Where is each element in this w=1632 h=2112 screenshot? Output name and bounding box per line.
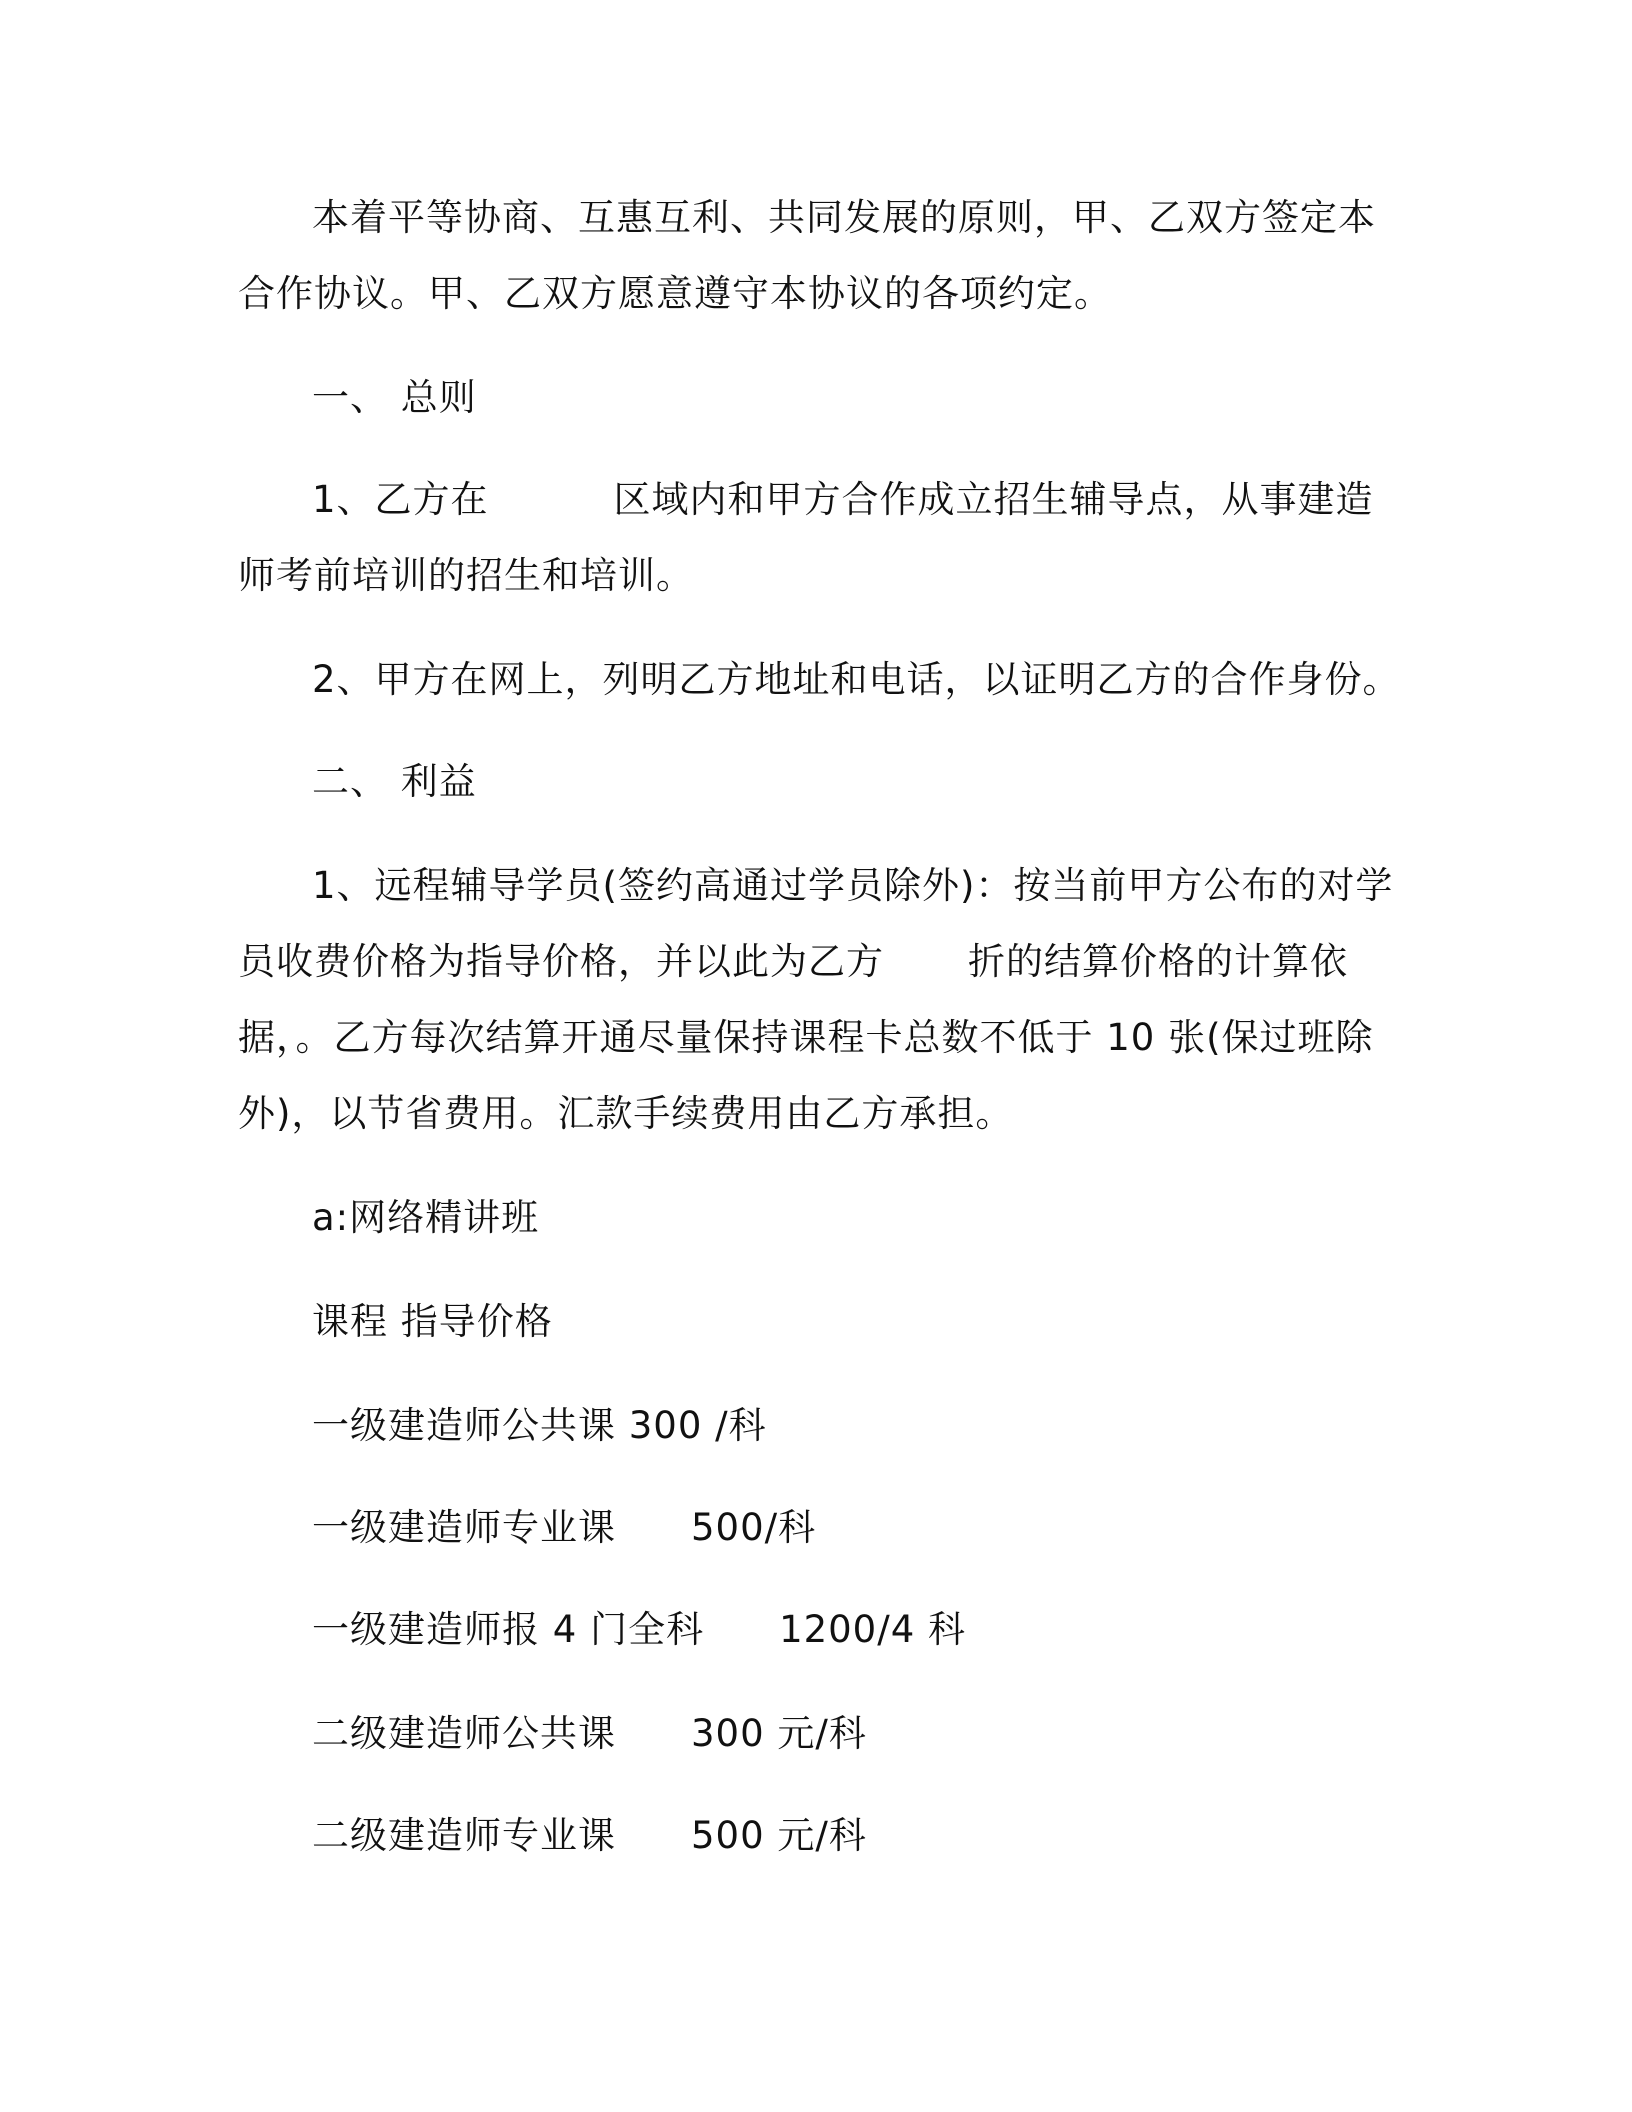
price-row-3-price: 1200/4 科 bbox=[779, 1608, 966, 1651]
price-row-5-price: 500 元/科 bbox=[691, 1814, 867, 1857]
clause-1-1-line-1 bbox=[312, 478, 1374, 522]
clause-1-1-suffix: 区域内和甲方合作成立招生辅导点，从事建造 bbox=[613, 478, 1374, 521]
section-heading-benefits: 二、 利益 bbox=[312, 760, 477, 803]
class-a-heading: a:网络精讲班 bbox=[312, 1196, 540, 1239]
clause-2-1-suffix: 折的结算价格的计算依 bbox=[968, 940, 1348, 983]
price-row-3 bbox=[312, 1608, 966, 1652]
price-row-4-course: 二级建造师公共课 bbox=[312, 1712, 616, 1755]
price-row-1-course: 一级建造师公共课 300 /科 bbox=[312, 1404, 767, 1447]
price-row-2-price: 500/科 bbox=[691, 1506, 817, 1549]
clause-2-1-prefix: 员收费价格为指导价格，并以此为乙方 bbox=[238, 940, 884, 983]
price-row-2 bbox=[312, 1506, 816, 1550]
price-row-3-course: 一级建造师报 4 门全科 bbox=[312, 1608, 705, 1651]
price-row-4 bbox=[312, 1712, 867, 1756]
price-row-2-course: 一级建造师专业课 bbox=[312, 1506, 616, 1549]
price-table-header: 课程 指导价格 bbox=[312, 1300, 553, 1343]
price-row-5 bbox=[312, 1814, 867, 1858]
intro-line-1: 本着平等协商、互惠互利、共同发展的原则，甲、乙双方签定本 bbox=[312, 196, 1376, 239]
price-row-1 bbox=[312, 1404, 767, 1448]
price-row-5-course: 二级建造师专业课 bbox=[312, 1814, 616, 1857]
clause-1-2: 2、甲方在网上，列明乙方地址和电话，以证明乙方的合作身份。 bbox=[312, 658, 1401, 701]
price-row-4-price: 300 元/科 bbox=[691, 1712, 867, 1755]
clause-2-1-line-4: 外)，以节省费用。汇款手续费用由乙方承担。 bbox=[238, 1092, 1014, 1135]
clause-1-1-prefix: 1、乙方在 bbox=[312, 478, 489, 521]
clause-1-1-line-2: 师考前培训的招生和培训。 bbox=[238, 554, 694, 597]
clause-2-1-line-1: 1、远程辅导学员(签约高通过学员除外)：按当前甲方公布的对学 bbox=[312, 864, 1394, 907]
clause-2-1-line-3: 据，。乙方每次结算开通尽量保持课程卡总数不低于 10 张(保过班除 bbox=[238, 1016, 1374, 1059]
intro-line-2: 合作协议。甲、乙双方愿意遵守本协议的各项约定。 bbox=[238, 272, 1112, 315]
clause-2-1-line-2 bbox=[238, 940, 1348, 984]
section-heading-general: 一、 总则 bbox=[312, 376, 477, 419]
